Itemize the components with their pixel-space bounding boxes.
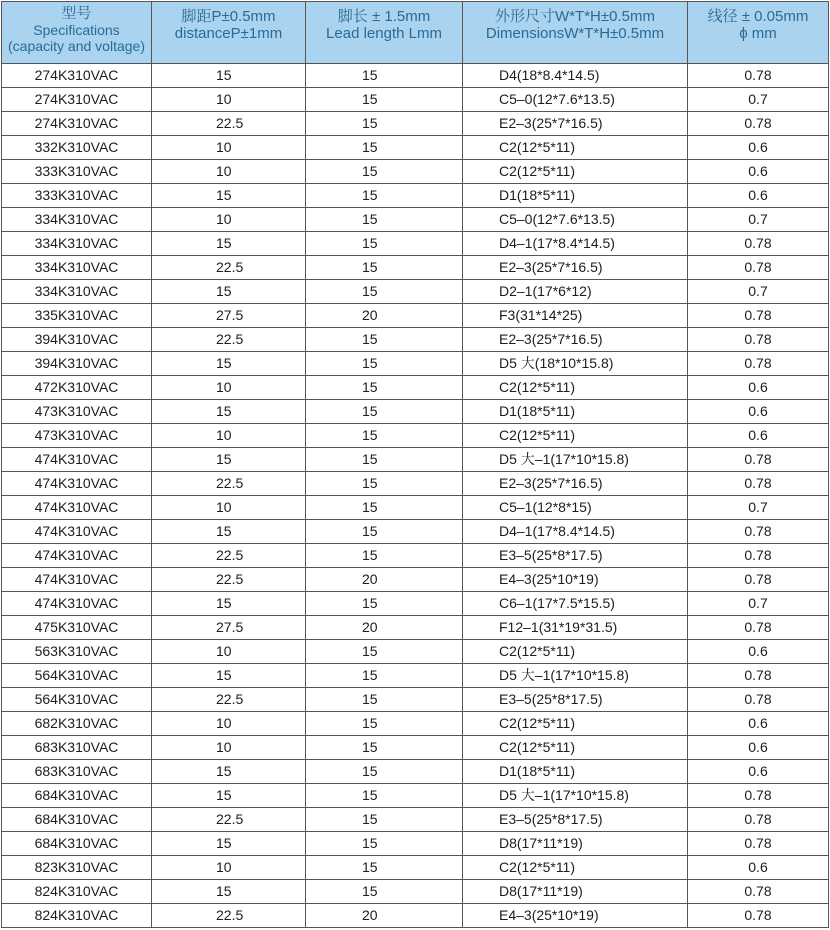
table-row [2,208,829,232]
table-row [2,448,829,472]
cell-distance: 10 [152,424,306,448]
header-distance-zh: 脚距P±0.5mm [181,8,276,25]
cell-model: 823K310VAC [2,856,152,880]
table-row [2,64,829,88]
cell-model: 474K310VAC [2,568,152,592]
cell-model: 683K310VAC [2,736,152,760]
spec-table [1,1,829,928]
cell-dimensions: D4–1(17*8.4*14.5) [463,520,688,544]
table-row [2,784,829,808]
cell-model: 475K310VAC [2,616,152,640]
cell-wire-diameter: 0.78 [688,784,829,808]
header-lead-length-zh: 脚长 ± 1.5mm [337,8,431,25]
cell-distance: 15 [152,592,306,616]
cell-wire-diameter: 0.78 [688,256,829,280]
cell-dimensions: E3–5(25*8*17.5) [463,544,688,568]
cell-distance: 15 [152,352,306,376]
cell-model: 564K310VAC [2,664,152,688]
cell-lead-length: 15 [306,544,463,568]
cell-model: 474K310VAC [2,472,152,496]
cell-lead-length: 15 [306,160,463,184]
cell-lead-length: 15 [306,880,463,904]
table-row [2,688,829,712]
cell-dimensions: C2(12*5*11) [463,736,688,760]
cell-wire-diameter: 0.78 [688,328,829,352]
cell-distance: 10 [152,136,306,160]
cell-distance: 27.5 [152,616,306,640]
cell-dimensions: E2–3(25*7*16.5) [463,256,688,280]
cell-distance: 15 [152,448,306,472]
cell-wire-diameter: 0.78 [688,832,829,856]
cell-distance: 22.5 [152,328,306,352]
cell-model: 274K310VAC [2,64,152,88]
table-row [2,472,829,496]
cell-lead-length: 20 [306,304,463,328]
cell-lead-length: 15 [306,400,463,424]
cell-dimensions: C2(12*5*11) [463,712,688,736]
cell-dimensions: D4–1(17*8.4*14.5) [463,232,688,256]
cell-wire-diameter: 0.6 [688,376,829,400]
table-row [2,400,829,424]
cell-model: 824K310VAC [2,880,152,904]
cell-wire-diameter: 0.78 [688,568,829,592]
cell-model: 334K310VAC [2,280,152,304]
cell-distance: 10 [152,376,306,400]
cell-distance: 10 [152,712,306,736]
header-wire-diameter-en: ϕ mm [739,25,777,42]
cell-dimensions: D5 大–1(17*10*15.8) [463,664,688,688]
cell-model: 472K310VAC [2,376,152,400]
table-row [2,832,829,856]
cell-dimensions: F3(31*14*25) [463,304,688,328]
header-dimensions-zh: 外形尺寸W*T*H±0.5mm [495,8,655,25]
cell-lead-length: 15 [306,208,463,232]
cell-lead-length: 15 [306,376,463,400]
header-distance-en: distanceP±1mm [174,25,283,42]
cell-lead-length: 15 [306,424,463,448]
table-row [2,712,829,736]
table-row [2,496,829,520]
cell-lead-length: 15 [306,448,463,472]
header-lead-length-en: Lead length Lmm [326,25,442,42]
cell-distance: 10 [152,640,306,664]
cell-distance: 15 [152,760,306,784]
cell-distance: 22.5 [152,256,306,280]
cell-model: 684K310VAC [2,832,152,856]
cell-distance: 15 [152,832,306,856]
cell-wire-diameter: 0.78 [688,904,829,928]
table-row [2,616,829,640]
header-wire-diameter [688,2,829,64]
cell-model: 474K310VAC [2,544,152,568]
cell-dimensions: E4–3(25*10*19) [463,568,688,592]
cell-lead-length: 15 [306,472,463,496]
cell-dimensions: E3–5(25*8*17.5) [463,688,688,712]
cell-lead-length: 15 [306,64,463,88]
cell-dimensions: E2–3(25*7*16.5) [463,328,688,352]
cell-lead-length: 15 [306,784,463,808]
cell-lead-length: 15 [306,736,463,760]
cell-wire-diameter: 0.7 [688,208,829,232]
cell-lead-length: 15 [306,112,463,136]
header-distance [152,2,306,64]
cell-lead-length: 15 [306,352,463,376]
cell-distance: 10 [152,88,306,112]
cell-wire-diameter: 0.78 [688,688,829,712]
table-row [2,544,829,568]
cell-wire-diameter: 0.78 [688,616,829,640]
table-row [2,352,829,376]
cell-model: 394K310VAC [2,328,152,352]
cell-distance: 15 [152,880,306,904]
cell-lead-length: 15 [306,88,463,112]
cell-model: 394K310VAC [2,352,152,376]
header-lead-length [306,2,463,64]
cell-model: 332K310VAC [2,136,152,160]
cell-dimensions: E2–3(25*7*16.5) [463,472,688,496]
table-row [2,664,829,688]
cell-wire-diameter: 0.7 [688,496,829,520]
table-row [2,592,829,616]
table-row [2,256,829,280]
cell-distance: 22.5 [152,472,306,496]
cell-model: 473K310VAC [2,400,152,424]
cell-wire-diameter: 0.78 [688,352,829,376]
cell-dimensions: D1(18*5*11) [463,760,688,784]
cell-lead-length: 15 [306,256,463,280]
cell-model: 474K310VAC [2,520,152,544]
cell-model: 473K310VAC [2,424,152,448]
cell-wire-diameter: 0.6 [688,400,829,424]
header-dimensions [463,2,688,64]
cell-wire-diameter: 0.6 [688,712,829,736]
cell-distance: 10 [152,496,306,520]
table-body [2,64,829,928]
cell-wire-diameter: 0.6 [688,424,829,448]
cell-model: 563K310VAC [2,640,152,664]
header-dimensions-en: DimensionsW*T*H±0.5mm [485,25,665,42]
table-row [2,880,829,904]
cell-lead-length: 15 [306,496,463,520]
cell-dimensions: D8(17*11*19) [463,880,688,904]
table-row [2,424,829,448]
cell-distance: 22.5 [152,568,306,592]
cell-wire-diameter: 0.6 [688,184,829,208]
cell-distance: 22.5 [152,544,306,568]
cell-wire-diameter: 0.6 [688,856,829,880]
cell-dimensions: C2(12*5*11) [463,424,688,448]
cell-lead-length: 15 [306,328,463,352]
cell-distance: 10 [152,736,306,760]
cell-dimensions: D1(18*5*11) [463,400,688,424]
cell-model: 333K310VAC [2,184,152,208]
cell-wire-diameter: 0.78 [688,808,829,832]
cell-wire-diameter: 0.78 [688,880,829,904]
cell-distance: 22.5 [152,688,306,712]
table-row [2,640,829,664]
cell-dimensions: D2–1(17*6*12) [463,280,688,304]
cell-wire-diameter: 0.6 [688,160,829,184]
cell-distance: 22.5 [152,112,306,136]
cell-model: 684K310VAC [2,808,152,832]
cell-wire-diameter: 0.78 [688,232,829,256]
cell-dimensions: D5 大–1(17*10*15.8) [463,448,688,472]
cell-model: 274K310VAC [2,112,152,136]
cell-distance: 15 [152,400,306,424]
table-row [2,856,829,880]
table-row [2,304,829,328]
cell-lead-length: 15 [306,520,463,544]
table-row [2,280,829,304]
cell-wire-diameter: 0.7 [688,592,829,616]
cell-lead-length: 15 [306,640,463,664]
cell-wire-diameter: 0.7 [688,280,829,304]
cell-wire-diameter: 0.78 [688,304,829,328]
cell-dimensions: D5 大–1(17*10*15.8) [463,784,688,808]
cell-lead-length: 20 [306,616,463,640]
cell-wire-diameter: 0.78 [688,112,829,136]
cell-distance: 10 [152,208,306,232]
cell-distance: 10 [152,856,306,880]
table-row [2,736,829,760]
cell-model: 684K310VAC [2,784,152,808]
cell-distance: 15 [152,232,306,256]
table-row [2,760,829,784]
table-row [2,112,829,136]
cell-lead-length: 15 [306,136,463,160]
cell-model: 824K310VAC [2,904,152,928]
cell-lead-length: 15 [306,808,463,832]
cell-model: 333K310VAC [2,160,152,184]
cell-model: 474K310VAC [2,592,152,616]
cell-lead-length: 15 [306,232,463,256]
cell-dimensions: C2(12*5*11) [463,160,688,184]
cell-distance: 22.5 [152,904,306,928]
cell-wire-diameter: 0.6 [688,640,829,664]
cell-distance: 15 [152,64,306,88]
cell-dimensions: C5–0(12*7.6*13.5) [463,208,688,232]
cell-model: 334K310VAC [2,232,152,256]
cell-lead-length: 15 [306,760,463,784]
cell-lead-length: 15 [306,688,463,712]
cell-distance: 15 [152,664,306,688]
cell-dimensions: E3–5(25*8*17.5) [463,808,688,832]
cell-model: 334K310VAC [2,256,152,280]
cell-dimensions: C2(12*5*11) [463,376,688,400]
header-wire-diameter-zh: 线径 ± 0.05mm [707,8,809,25]
cell-wire-diameter: 0.78 [688,664,829,688]
cell-distance: 10 [152,160,306,184]
cell-distance: 22.5 [152,808,306,832]
cell-model: 564K310VAC [2,688,152,712]
cell-model: 334K310VAC [2,208,152,232]
cell-dimensions: F12–1(31*19*31.5) [463,616,688,640]
cell-model: 335K310VAC [2,304,152,328]
cell-lead-length: 15 [306,832,463,856]
cell-model: 682K310VAC [2,712,152,736]
cell-dimensions: C5–0(12*7.6*13.5) [463,88,688,112]
cell-wire-diameter: 0.6 [688,760,829,784]
header-model-zh: 型号 [61,5,92,22]
cell-distance: 15 [152,280,306,304]
cell-lead-length: 15 [306,592,463,616]
header-model-en2: (capacity and voltage) [8,38,145,54]
cell-model: 474K310VAC [2,448,152,472]
header-model [2,2,152,64]
cell-wire-diameter: 0.6 [688,136,829,160]
cell-wire-diameter: 0.78 [688,544,829,568]
table-header [2,2,829,64]
cell-model: 683K310VAC [2,760,152,784]
cell-lead-length: 15 [306,280,463,304]
cell-lead-length: 20 [306,568,463,592]
cell-model: 474K310VAC [2,496,152,520]
cell-lead-length: 15 [306,712,463,736]
cell-dimensions: D1(18*5*11) [463,184,688,208]
header-model-en1: Specifications [33,22,120,38]
cell-lead-length: 15 [306,856,463,880]
cell-wire-diameter: 0.78 [688,448,829,472]
cell-dimensions: C6–1(17*7.5*15.5) [463,592,688,616]
table-row [2,160,829,184]
cell-lead-length: 15 [306,184,463,208]
cell-dimensions: C2(12*5*11) [463,136,688,160]
table-row [2,376,829,400]
table-row [2,904,829,928]
cell-wire-diameter: 0.6 [688,736,829,760]
table-row [2,328,829,352]
table-row [2,520,829,544]
cell-wire-diameter: 0.7 [688,88,829,112]
cell-distance: 15 [152,784,306,808]
table-row [2,88,829,112]
header-row [2,2,829,64]
cell-model: 274K310VAC [2,88,152,112]
cell-dimensions: D8(17*11*19) [463,832,688,856]
cell-dimensions: D5 大(18*10*15.8) [463,352,688,376]
table-row [2,136,829,160]
table-row [2,232,829,256]
cell-dimensions: C2(12*5*11) [463,640,688,664]
cell-lead-length: 20 [306,904,463,928]
cell-dimensions: E4–3(25*10*19) [463,904,688,928]
cell-wire-diameter: 0.78 [688,64,829,88]
cell-dimensions: C2(12*5*11) [463,856,688,880]
cell-wire-diameter: 0.78 [688,520,829,544]
table-row [2,808,829,832]
cell-dimensions: C5–1(12*8*15) [463,496,688,520]
cell-distance: 27.5 [152,304,306,328]
cell-dimensions: D4(18*8.4*14.5) [463,64,688,88]
table-row [2,184,829,208]
cell-wire-diameter: 0.78 [688,472,829,496]
cell-lead-length: 15 [306,664,463,688]
cell-distance: 15 [152,520,306,544]
cell-distance: 15 [152,184,306,208]
table-row [2,568,829,592]
cell-dimensions: E2–3(25*7*16.5) [463,112,688,136]
